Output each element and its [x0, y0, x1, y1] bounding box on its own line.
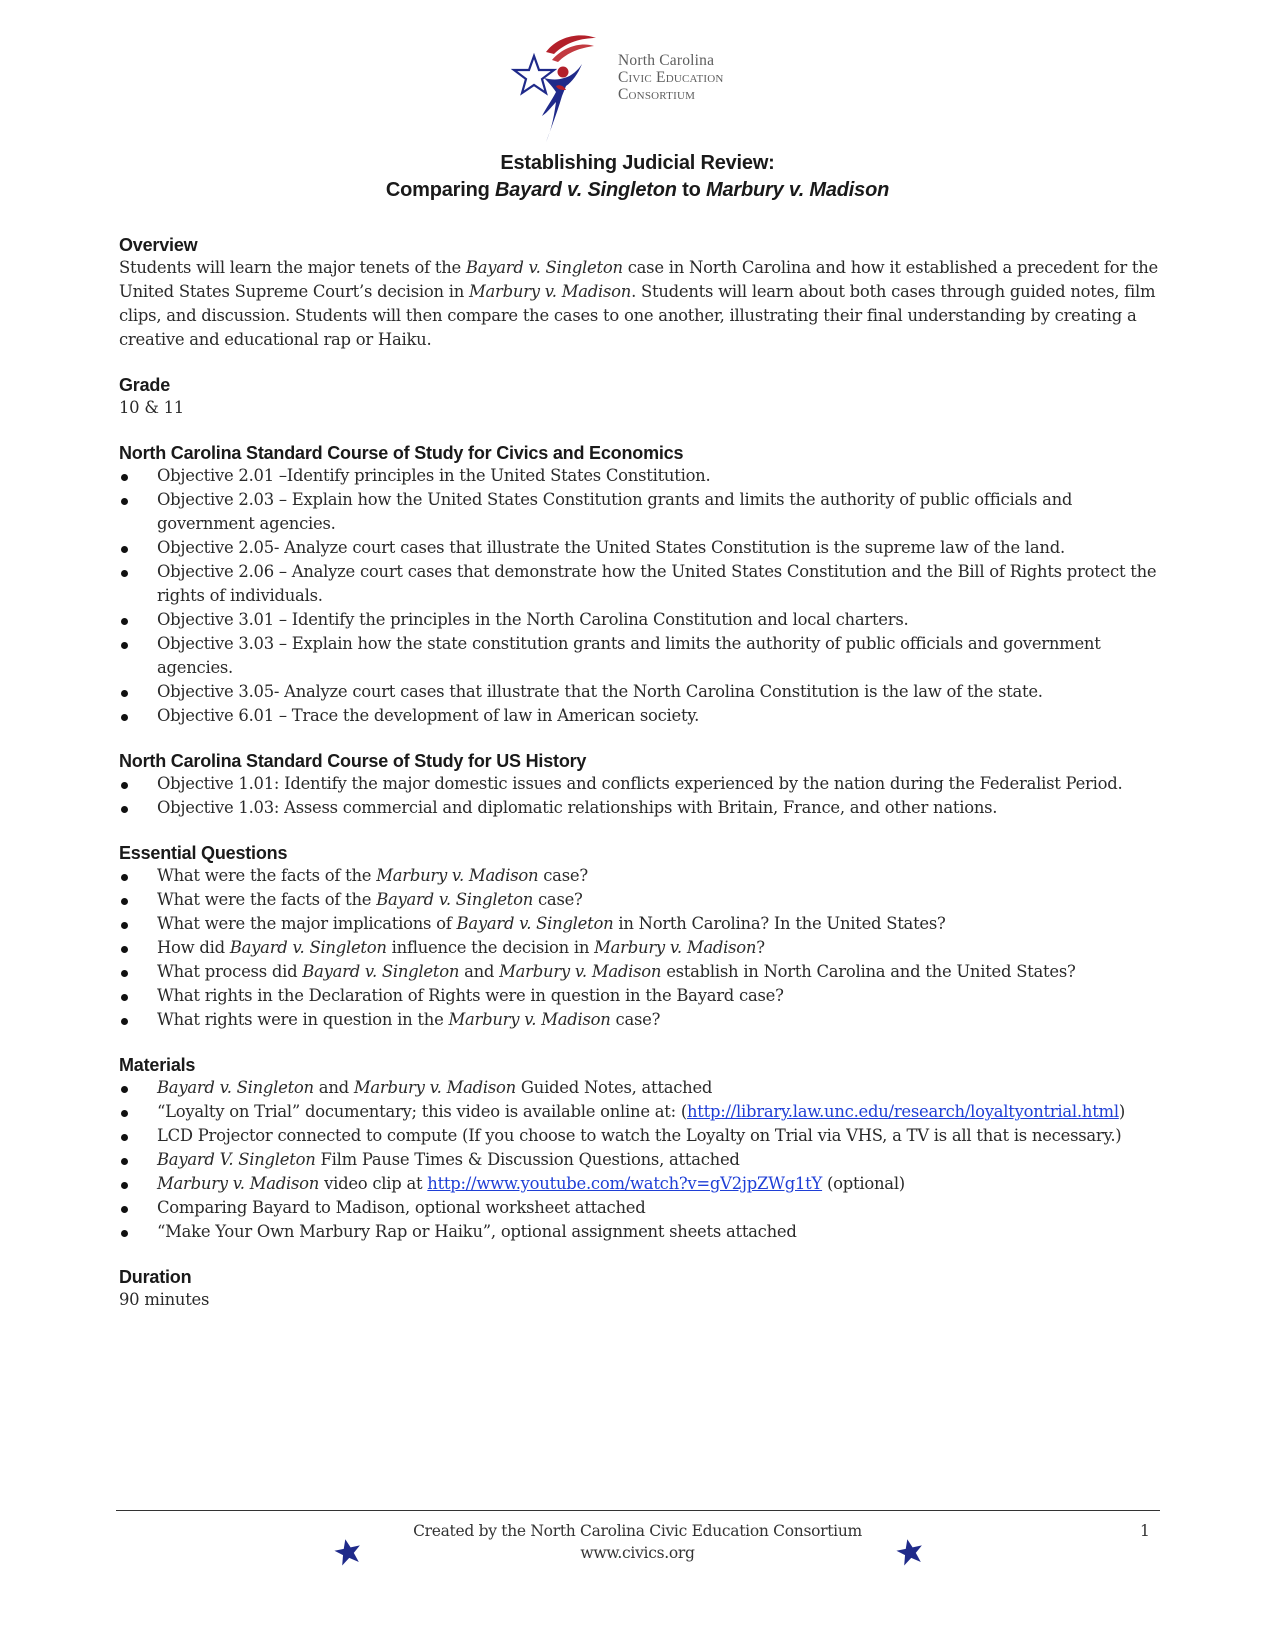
- overview-text-1: Students will learn the major tenets of the: [119, 258, 466, 277]
- footer-star-icon-right: [896, 1538, 924, 1566]
- list-item: Comparing Bayard to Madison, optional worksheet attached: [119, 1196, 1159, 1220]
- page-title: Establishing Judicial Review:: [500, 152, 775, 174]
- overview-text-3: . Students will learn about both cases through guided notes, film clips, and discussion. Students will then compare the cases to one another, illustrating their final understanding by creating a creative and educational rap or Haiku.: [119, 282, 1156, 349]
- subtitle-mid: to: [676, 179, 707, 201]
- overview-case-1: Bayard v. Singleton: [465, 258, 623, 277]
- duration-section: [119, 1266, 1159, 1312]
- list-item: Objective 1.01: Identify the major domestic issues and conflicts experienced by the nation during the Federalist Period.: [119, 772, 1159, 796]
- list-item: Marbury v. Madison video clip at http://www.youtube.com/watch?v=gV2jpZWg1tY (optional): [119, 1172, 1159, 1196]
- list-item: How did Bayard v. Singleton influence the decision in Marbury v. Madison?: [119, 936, 1159, 960]
- list-item: LCD Projector connected to compute (If you choose to watch the Loyalty on Trial via VHS, a TV is all that is necessary.): [119, 1124, 1159, 1148]
- list-item: Objective 2.01 –Identify principles in the United States Constitution.: [119, 464, 1159, 488]
- us-history-objectives-list: [119, 772, 1159, 820]
- list-item: What were the facts of the Marbury v. Madison case?: [119, 864, 1159, 888]
- youtube-video-link[interactable]: http://www.youtube.com/watch?v=gV2jpZWg1tY: [427, 1174, 823, 1193]
- overview-case-2: Marbury v. Madison: [469, 282, 632, 301]
- grade-value: 10 & 11: [119, 398, 184, 417]
- subtitle-prefix: Comparing: [385, 179, 495, 201]
- overview-text-2: case in North Carolina and how it established a precedent for the United States Supreme Court’s decision in: [119, 258, 1159, 301]
- materials-list: [119, 1076, 1159, 1244]
- grade-section: [119, 374, 1159, 420]
- list-item: Bayard v. Singleton and Marbury v. Madison Guided Notes, attached: [119, 1076, 1159, 1100]
- duration-heading: Duration: [119, 1267, 192, 1287]
- essential-questions-heading: Essential Questions: [119, 843, 288, 863]
- document-body: [119, 234, 1159, 1334]
- essential-questions-list: [119, 864, 1159, 1032]
- list-item: Objective 3.01 – Identify the principles in the North Carolina Constitution and local charters.: [119, 608, 1159, 632]
- logo-line-1: North Carolina: [618, 52, 715, 69]
- logo-wordmark: [618, 52, 724, 103]
- duration-value: 90 minutes: [119, 1290, 210, 1309]
- page-subtitle: [0, 179, 1275, 202]
- list-item: Objective 2.06 – Analyze court cases that demonstrate how the United States Constitution and the Bill of Rights protect the rights of individuals.: [119, 560, 1159, 608]
- civics-standards-heading: North Carolina Standard Course of Study for Civics and Economics: [119, 443, 684, 463]
- list-item: What rights in the Declaration of Rights were in question in the Bayard case?: [119, 984, 1159, 1008]
- materials-section: [119, 1054, 1159, 1244]
- civics-objectives-list: [119, 464, 1159, 728]
- list-item: What were the major implications of Bayard v. Singleton in North Carolina? In the United States?: [119, 912, 1159, 936]
- subtitle-case-2: Marbury v. Madison: [706, 179, 890, 201]
- civics-standards-section: [119, 442, 1159, 728]
- list-item: Objective 2.03 – Explain how the United States Constitution grants and limits the authority of public officials and government agencies.: [119, 488, 1159, 536]
- overview-section: [119, 234, 1159, 352]
- logo-line-2: Civic Education: [618, 69, 724, 86]
- list-item: “Loyalty on Trial” documentary; this video is available online at: (http://library.law.unc.edu/research/loyaltyontrial.html): [119, 1100, 1159, 1124]
- overview-text: [119, 256, 1159, 352]
- consortium-logo: [530, 28, 760, 146]
- footer-divider: [116, 1510, 1160, 1511]
- logo-line-3: Consortium: [618, 86, 696, 103]
- footer-star-icon-left: [334, 1538, 362, 1566]
- list-item: Bayard V. Singleton Film Pause Times & Discussion Questions, attached: [119, 1148, 1159, 1172]
- essential-questions-section: [119, 842, 1159, 1032]
- grade-heading: Grade: [119, 375, 171, 395]
- page-number: 1: [1140, 1522, 1150, 1540]
- footer-website: www.civics.org: [580, 1544, 695, 1562]
- us-history-standards-section: [119, 750, 1159, 820]
- list-item: What process did Bayard v. Singleton and Marbury v. Madison establish in North Carolina and the United States?: [119, 960, 1159, 984]
- subtitle-case-1: Bayard v. Singleton: [495, 179, 677, 201]
- list-item: Objective 3.05- Analyze court cases that illustrate that the North Carolina Constitution is the law of the state.: [119, 680, 1159, 704]
- list-item: What were the facts of the Bayard v. Singleton case?: [119, 888, 1159, 912]
- list-item: “Make Your Own Marbury Rap or Haiku”, optional assignment sheets attached: [119, 1220, 1159, 1244]
- overview-heading: Overview: [119, 235, 198, 255]
- logo-star-figure-icon: [508, 30, 598, 148]
- list-item: Objective 2.05- Analyze court cases that illustrate the United States Constitution is the supreme law of the land.: [119, 536, 1159, 560]
- footer-credit: Created by the North Carolina Civic Education Consortium: [413, 1522, 862, 1540]
- list-item: Objective 1.03: Assess commercial and diplomatic relationships with Britain, France, and other nations.: [119, 796, 1159, 820]
- list-item: Objective 6.01 – Trace the development of law in American society.: [119, 704, 1159, 728]
- list-item: What rights were in question in the Marbury v. Madison case?: [119, 1008, 1159, 1032]
- materials-heading: Materials: [119, 1055, 196, 1075]
- list-item: Objective 3.03 – Explain how the state constitution grants and limits the authority of public officials and government agencies.: [119, 632, 1159, 680]
- loyalty-on-trial-link[interactable]: http://library.law.unc.edu/research/loyaltyontrial.html: [687, 1102, 1119, 1121]
- us-history-standards-heading: North Carolina Standard Course of Study for US History: [119, 751, 587, 771]
